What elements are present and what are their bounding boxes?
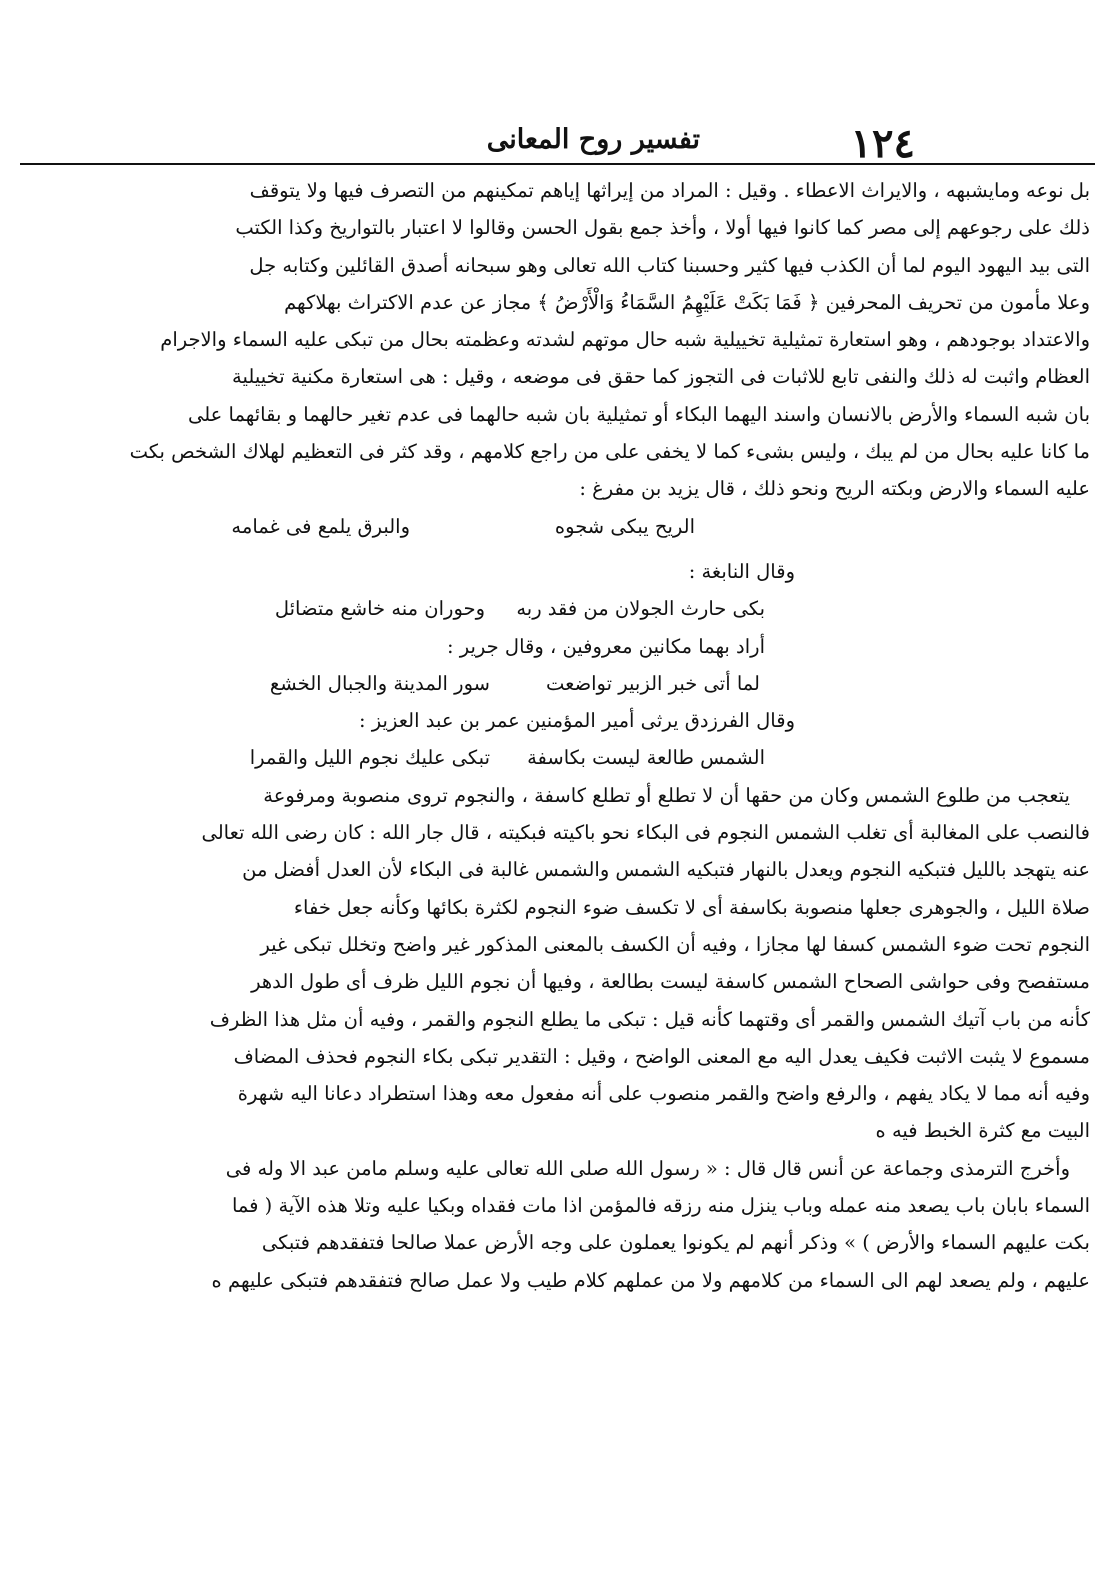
verse-hemistich: لما أتى خبر الزبير تواضعت xyxy=(546,671,760,695)
text-line: وعلا مأمون من تحريف المحرفين ﴿ فَمَا بَكَتْ عَلَيْهِمُ السَّمَاءُ وَالْأَرْضُ ﴾ مجاز عن عدم الاكتراث بهلاكهم xyxy=(284,290,1090,314)
text-line: بل نوعه ومايشبهه ، والايراث الاعطاء . وقيل : المراد من إيراثها إياهم تمكينهم من التصرف فيها ولا يتوقف xyxy=(249,179,1090,202)
verse-2 xyxy=(40,590,1090,627)
text-line: يتعجب من طلوع الشمس وكان من حقها أن لا تطلع أو تطلع كاسفة ، والنجوم تروى منصوبة ومرفوعة xyxy=(263,783,1070,807)
text-line: ما كانا عليه بحال من لم يبك ، وليس بشىء كما لا يخفى على من راجع كلامهم ، وقد كثر فى التعظيم لهلاك الشخص بكت xyxy=(129,440,1090,464)
verse-3 xyxy=(40,665,1090,702)
text-line: ذلك على رجوعهم إلى مصر كما كانوا فيها أولا ، وأخذ جمع بقول الحسن وقالوا لا اعتبار بالتواريخ وكذا الكتب xyxy=(235,216,1090,240)
text-line: وفيه أنه مما لا يكاد يفهم ، والرفع واضح والقمر منصوب على أنه مفعول معه وهذا استطراد دعانا اليه شهرة xyxy=(237,1082,1090,1106)
text-line: بان شبه السماء والأرض بالانسان واسند اليهما البكاء أو تمثيلية بان شبه حالهما فى عدم تغير حالهما و بقائهما على xyxy=(187,402,1090,426)
text-line: كأنه من باب آتيك الشمس والقمر أى وقتهما كأنه قيل : تبكى ما يطلع النجوم والقمر ، وفيه أن مثل هذا الظرف xyxy=(209,1007,1090,1031)
text-line: عليهم ، ولم يصعد لهم الى السماء من كلامهم ولا من عملهم كلام طيب ولا عمل صالح فتفقدهم فتبكى عليهم ه xyxy=(211,1268,1090,1292)
page-header xyxy=(18,118,1095,166)
verse-hemistich: بكى حارث الجولان من فقد ربه xyxy=(516,597,765,621)
verse-hemistich: الريح يبكى شجوه xyxy=(554,514,695,538)
text-line: البيت مع كثرة الخبط فيه ه xyxy=(875,1119,1090,1143)
text-line: التى بيد اليهود اليوم لما أن الكذب فيها كثير وحسبنا كتاب الله تعالى وهو سبحانه أصدق القائلين وكتابه جل xyxy=(249,253,1090,277)
text-line: صلاة الليل ، والجوهرى جعلها منصوبة بكاسفة أى لا تكسف ضوء النجوم لكثرة بكائها وكأنه جعل خفاء xyxy=(293,895,1090,919)
verse-hemistich: والبرق يلمع فى غمامه xyxy=(231,514,410,538)
header-rule xyxy=(20,163,1095,165)
verse-hemistich: الشمس طالعة ليست بكاسفة xyxy=(527,746,765,770)
verse-hemistich: سور المدينة والجبال الخشع xyxy=(269,671,490,695)
text-line: فالنصب على المغالبة أى تغلب الشمس النجوم فى البكاء نحو باكيته فبكيته ، قال جار الله : كان رضى الله تعالى xyxy=(201,821,1090,845)
verse-hemistich: وحوران منه خاشع متضائل xyxy=(274,597,485,621)
verse-hemistich: تبكى عليك نجوم الليل والقمرا xyxy=(249,746,490,770)
verse-4 xyxy=(40,739,1090,776)
text-line: وأخرج الترمذى وجماعة عن أنس قال قال : « رسول الله صلى الله تعالى عليه وسلم مامن عبد الا وله فى xyxy=(225,1156,1070,1180)
text-line: والاعتداد بوجودهم ، وهو استعارة تمثيلية تخييلية شبه حال موتهم لشدته وعظمته بحال من تبكى عليه السماء والاجرام xyxy=(160,328,1090,352)
paragraph-3 xyxy=(40,1150,1090,1299)
text-line: مستفصح وفى حواشى الصحاح الشمس كاسفة ليست بطالعة ، وفيها أن نجوم الليل ظرف أى طول الدهر xyxy=(251,970,1090,994)
paragraph-1 xyxy=(40,172,1090,508)
verse-intro: وقال الفرزدق يرثى أمير المؤمنين عمر بن عبد العزيز : xyxy=(359,709,795,733)
paragraph-2 xyxy=(40,777,1090,1150)
text-line: العظام واثبت له ذلك والنفى تابع للاثبات فى التجوز كما حقق فى موضعه ، وقيل : هى استعارة مكنية تخييلية xyxy=(232,365,1090,389)
verse-intro: وقال النابغة : xyxy=(688,559,795,583)
text-line: مسموع لا يثبت الاثبت فكيف يعدل اليه مع المعنى الواضح ، وقيل : التقدير تبكى بكاء النجوم فحذف المضاف xyxy=(233,1044,1090,1068)
text-line: السماء بابان باب يصعد منه عمله وباب ينزل منه رزقه فالمؤمن اذا مات فقداه وبكيا عليه وتلا هذه الآية ( فما xyxy=(231,1194,1090,1218)
text-line: النجوم تحت ضوء الشمس كسفا لها مجازا ، وفيه أن الكسف بالمعنى المذكور غير واضح وتخلل تبكى غير xyxy=(260,932,1090,956)
verse-1 xyxy=(40,508,1090,545)
body-text xyxy=(40,172,1090,1299)
page-number: ١٢٤ xyxy=(850,120,915,167)
text-line: بكت عليهم السماء والأرض ) » وذكر أنهم لم يكونوا يعملون على وجه الأرض عملا صالحا فتفقدهم فتبكى xyxy=(261,1231,1090,1255)
text-line: عليه السماء والارض وبكته الريح ونحو ذلك ، قال يزيد بن مفرغ : xyxy=(579,477,1090,501)
running-title: تفسير روح المعانى xyxy=(486,124,700,155)
text-line: عنه يتهجد بالليل فتبكيه النجوم ويعدل بالنهار فتبكيه الشمس والشمس غالبة فى البكاء لأن العدل أفضل من xyxy=(242,858,1090,882)
verse-intro: أراد بهما مكانين معروفين ، وقال جرير : xyxy=(446,634,765,658)
